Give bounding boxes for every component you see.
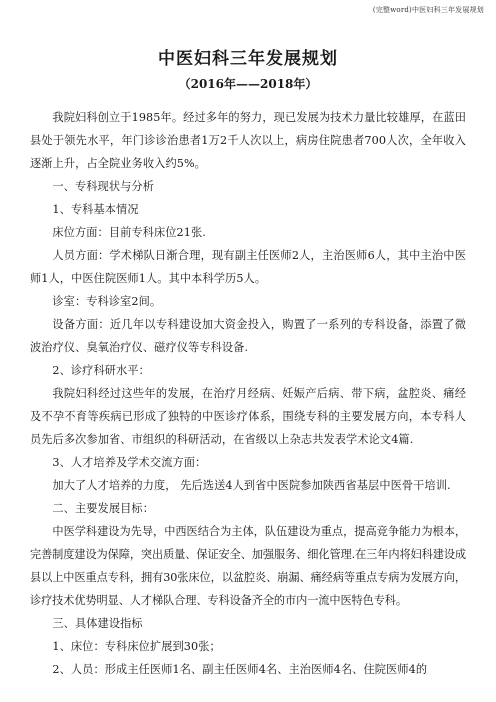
section-heading-2: 二、主要发展目标： [52, 502, 154, 515]
paragraph-goals: 中医学科建设为先导，中西医结合为主体，队伍建设为重点，提高竞争能力为根本，完善制度建设为保障，突出质量、保证安全、加强服务、细化管理.在三年内将妇科建设成县以上中医重点专科，拥有30张床位，以盆腔炎、崩漏、痛经病等重点专病为发展方向，诊疗技术优势明显、人才梯队合理、专科设备齐全的市内一流中医特色专科。 [30, 525, 466, 607]
running-header: (完整word)中医妇科三年发展规划 [372, 6, 484, 14]
document-title: 中医妇科三年发展规划 [158, 49, 338, 69]
paragraph-beds: 床位方面：目前专科床位21张. [52, 226, 206, 239]
document-body [30, 106, 466, 681]
subheading-1-3: 3、人才培养及学术交流方面： [52, 456, 207, 469]
paragraph-staff-target: 2、人员：形成主任医师1名、副主任医师4名、主治医师4名、住院医师4的 [52, 663, 428, 676]
paragraph-research: 我院妇科经过这些年的发展，在治疗月经病、妊娠产后病、带下病，盆腔炎、痛经及不孕不育等疾病已形成了独特的中医诊疗体系，围绕专科的主要发展方向，本专科人员先后多次参加省、市组织的科研活动，在省级以上杂志共发表学术论文4篇. [30, 387, 466, 446]
paragraph-equipment: 设备方面：近几年以专科建设加大资金投入，购置了一系列的专科设备，添置了微波治疗仪、臭氧治疗仪、磁疗仪等专科设备. [30, 318, 466, 354]
subheading-1-2: 2、诊疗科研水平： [52, 364, 150, 377]
paragraph-bed-target: 1、床位：专科床位扩展到30张； [52, 640, 221, 653]
paragraph-intro: 我院妇科创立于1985年。经过多年的努力，现已发展为技术力量比较雄厚，在蓝田县处于领先水平，年门诊诊治患者1万2千人次以上，病房住院患者700人次，全年收入逐渐上升，占全院业务收入约5%。 [30, 111, 466, 170]
paragraph-training: 加大了人才培养的力度， 先后选送4人到省中医院参加陕西省基层中医骨干培训. [52, 479, 451, 492]
paragraph-staff: 人员方面：学术梯队日渐合理，现有副主任医师2人，主治医师6人，其中主治中医师1人，中医住院医师1人。其中本科学历5人。 [30, 249, 466, 285]
subheading-1-1: 1、专科基本情况 [52, 203, 139, 216]
section-heading-1: 一、专科现状与分析 [52, 180, 154, 193]
section-heading-3: 三、具体建设指标 [52, 617, 143, 630]
document-subtitle: （2016年——2018年） [178, 77, 318, 91]
paragraph-clinic-rooms: 诊室：专科诊室2间。 [52, 295, 162, 308]
